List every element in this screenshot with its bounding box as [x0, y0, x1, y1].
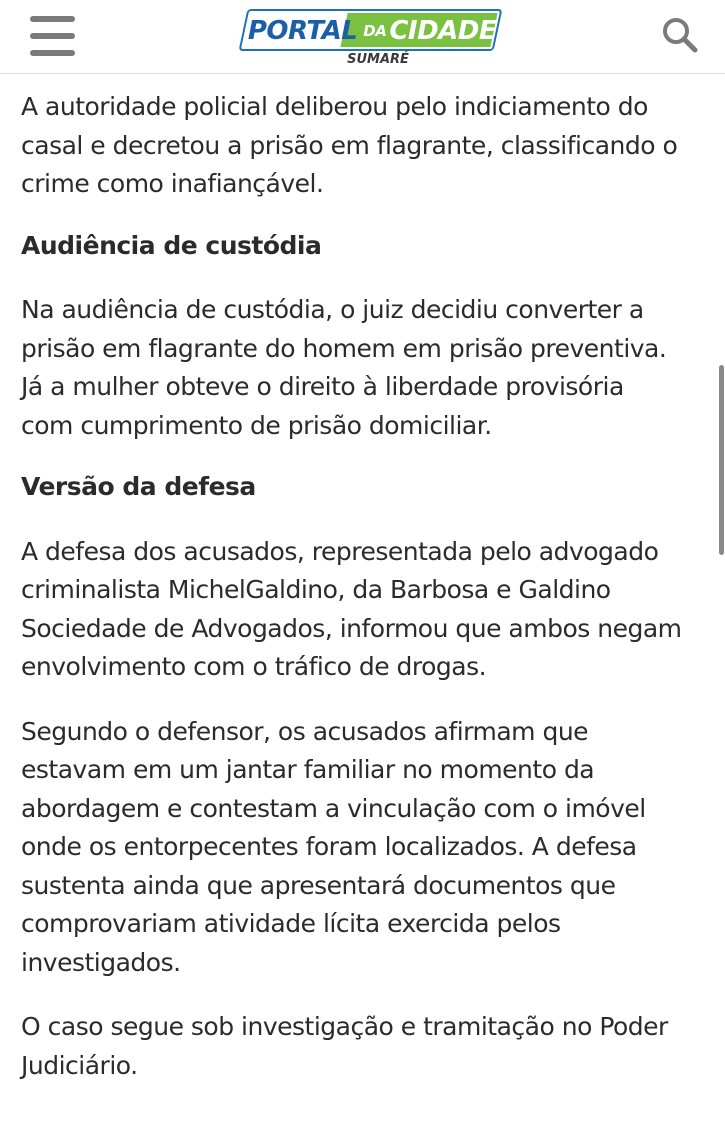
section-heading: Audiência de custódia [21, 230, 322, 260]
logo-city-name: SUMARÉ [347, 52, 409, 67]
logo-da-text: DA [363, 22, 387, 40]
paragraph: A autoridade policial deliberou pelo indiciamento do casal e decretou a prisão em flagrante, classificando o crime como inafiançável. [21, 92, 678, 198]
menu-bar [30, 50, 75, 56]
logo-wordmark [243, 13, 501, 49]
search-icon[interactable] [661, 16, 699, 54]
site-header [0, 0, 725, 74]
paragraph: A defesa dos acusados, representada pelo advogado criminalista MichelGaldino, da Barbosa e Galdino Sociedade de Advogados, informou que ambos negam envolvimento com o tráfico de drogas. [21, 536, 682, 681]
menu-bar [30, 16, 75, 22]
menu-bar [30, 33, 75, 39]
paragraph: Na audiência de custódia, o juiz decidiu converter a prisão em flagrante do homem em prisão preventiva. Já a mulher obteve o direito à liberdade provisória com cumprimento de prisão domiciliar. [21, 295, 667, 440]
paragraph: O caso segue sob investigação e tramitação no Poder Judiciário. [21, 1012, 668, 1080]
scrollbar-thumb[interactable] [719, 365, 724, 555]
site-logo[interactable] [243, 9, 501, 65]
logo-portal-text: PORTAL [247, 16, 358, 46]
logo-cidade-text: CIDADE [389, 16, 497, 46]
section-heading: Versão da defesa [21, 472, 256, 501]
paragraph: Segundo o defensor, os acusados afirmam que estavam em um jantar familiar no momento da abordagem e contestam a vinculação com o imóvel onde os entorpecentes foram localizados. A defesa sustenta ainda que apresentará documentos que comprovariam atividade lícita exercida pelos investigados. [21, 716, 646, 977]
hamburger-menu-icon[interactable] [30, 16, 75, 56]
article-body [21, 88, 711, 1085]
